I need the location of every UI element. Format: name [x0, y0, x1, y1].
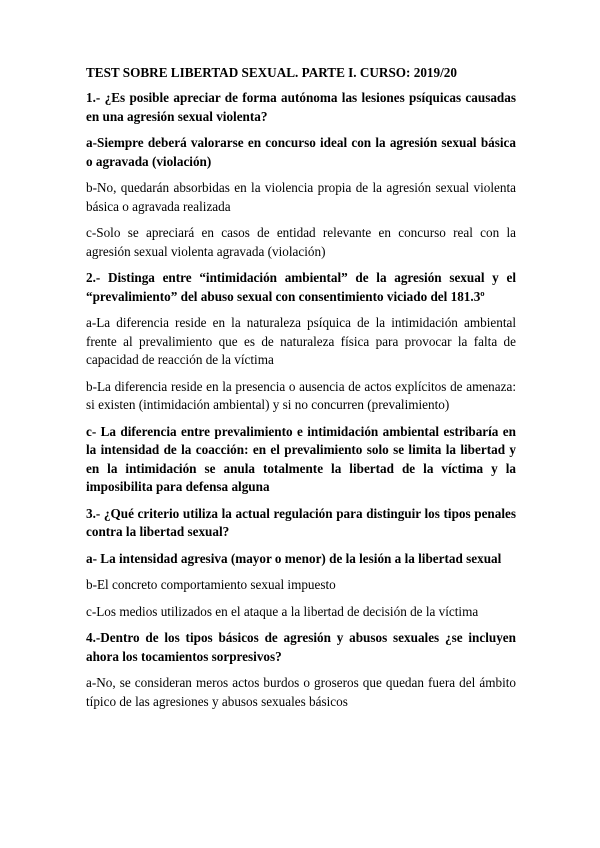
answer-1a: a-Siempre deberá valorarse en concurso ideal con la agresión sexual básica o agravada (violación)	[86, 135, 516, 169]
answer-4a: a-No, se consideran meros actos burdos o groseros que quedan fuera del ámbito típico de las agresiones y abusos sexuales básicos	[86, 675, 516, 709]
answer-3b: b-El concreto comportamiento sexual impuesto	[86, 577, 336, 592]
answer-2c: c- La diferencia entre prevalimiento e intimidación ambiental estribaría en la intensidad de la coacción: en el prevalimiento solo se limita la libertad y en la intimidación se anula totalmente la libertad de la víctima y la imposibilita para defensa alguna	[86, 423, 516, 494]
answer-2b: b-La diferencia reside en la presencia o ausencia de actos explícitos de amenaza: si existen (intimidación ambiental) y si no concurren (prevalimiento)	[86, 378, 516, 412]
answer-1c: c-Solo se apreciará en casos de entidad relevante en concurso real con la agresión sexual violenta agravada (violación)	[86, 225, 516, 259]
question-1: 1.- ¿Es posible apreciar de forma autónoma las lesiones psíquicas causadas en una agresión sexual violenta?	[86, 90, 516, 124]
answer-3a: a- La intensidad agresiva (mayor o menor) de la lesión a la libertad sexual	[86, 550, 502, 566]
answer-3c: c-Los medios utilizados en el ataque a la libertad de decisión de la víctima	[86, 603, 479, 619]
document-title: TEST SOBRE LIBERTAD SEXUAL. PARTE I. CURSO: 2019/20	[86, 65, 457, 80]
answer-1b: b-No, quedarán absorbidas en la violencia propia de la agresión sexual violenta básica o agravada realizada	[86, 180, 516, 214]
answer-2a: a-La diferencia reside en la naturaleza psíquica de la intimidación ambiental frente al prevalimiento que es de naturaleza física para provocar la falta de capacidad de reacción de la víctima	[86, 315, 516, 367]
question-3: 3.- ¿Qué criterio utiliza la actual regulación para distinguir los tipos penales contra la libertad sexual?	[86, 505, 516, 539]
question-2: 2.- Distinga entre “intimidación ambiental” de la agresión sexual y el “prevalimiento” del abuso sexual con consentimiento viciado del 181.3º	[86, 270, 516, 304]
question-4: 4.-Dentro de los tipos básicos de agresión y abusos sexuales ¿se incluyen ahora los tocamientos sorpresivos?	[86, 630, 516, 664]
